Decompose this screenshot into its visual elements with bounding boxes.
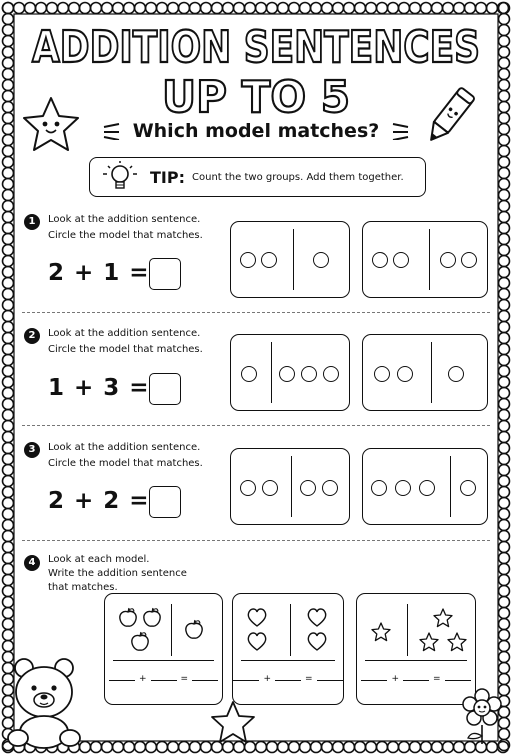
question-2-model-a[interactable]	[230, 334, 350, 411]
tip-text: Count the two groups. Add them together.	[192, 172, 404, 183]
blank-2[interactable]	[151, 672, 177, 681]
question-3-number: 3	[24, 442, 40, 458]
title-line1: ADDITION SENTENCES	[32, 22, 481, 73]
section-divider	[22, 540, 490, 541]
section-divider	[22, 312, 490, 313]
question-4-number: 4	[24, 555, 40, 571]
blank-2[interactable]	[275, 672, 301, 681]
blank-2[interactable]	[403, 672, 429, 681]
lightbulb-icon	[100, 160, 140, 194]
question-3-equation: 2 + 2 =	[48, 488, 150, 514]
apple-icon	[183, 618, 205, 640]
title-line2: UP TO 5	[162, 72, 350, 120]
dash-marks-right-icon	[389, 122, 411, 140]
question-1-instructions: Look at the addition sentence. Circle the model that matches.	[48, 214, 203, 241]
question-3-instructions: Look at the addition sentence. Circle the model that matches.	[48, 442, 203, 469]
heart-model-card	[232, 593, 344, 705]
star-model-blanks: + =	[357, 672, 475, 684]
question-1-model-a[interactable]	[230, 221, 350, 298]
blank-1[interactable]	[233, 672, 259, 681]
question-3-model-a[interactable]	[230, 448, 350, 525]
apple-model-blanks: + =	[105, 672, 222, 684]
subtitle	[0, 120, 512, 142]
question-2-answer-box[interactable]	[149, 373, 181, 405]
question-3-model-b[interactable]	[362, 448, 488, 525]
question-2-model-b[interactable]	[362, 334, 488, 411]
question-2-instructions: Look at the addition sentence. Circle the model that matches.	[48, 328, 203, 355]
tip-label: TIP:	[150, 168, 185, 187]
blank-3[interactable]	[317, 672, 343, 681]
flower-icon	[460, 688, 504, 746]
heart-icon	[243, 604, 339, 658]
question-3-answer-box[interactable]	[149, 486, 181, 518]
question-1-number: 1	[24, 214, 40, 230]
blank-1[interactable]	[361, 672, 387, 681]
question-1-answer-box[interactable]	[149, 258, 181, 290]
star-icon	[210, 700, 256, 744]
blank-1[interactable]	[109, 672, 135, 681]
question-1-model-b[interactable]	[362, 221, 488, 298]
heart-model-blanks: + =	[233, 672, 343, 684]
section-divider	[22, 425, 490, 426]
star-model-card	[356, 593, 476, 705]
blank-3[interactable]	[445, 672, 471, 681]
question-2-equation: 1 + 3 =	[48, 375, 150, 401]
star-icon	[365, 602, 473, 658]
question-1-equation: 2 + 1 =	[48, 260, 150, 286]
apple-icon	[113, 604, 169, 656]
question-2-number: 2	[24, 328, 40, 344]
tip-box	[89, 157, 426, 197]
teddy-bear-icon	[4, 652, 84, 750]
blank-3[interactable]	[192, 672, 218, 681]
subtitle-text: Which model matches?	[132, 120, 380, 142]
dash-marks-left-icon	[101, 122, 123, 140]
apple-model-card	[104, 593, 223, 705]
question-4-instructions: Look at each model. Write the addition sentence that matches.	[48, 554, 187, 593]
